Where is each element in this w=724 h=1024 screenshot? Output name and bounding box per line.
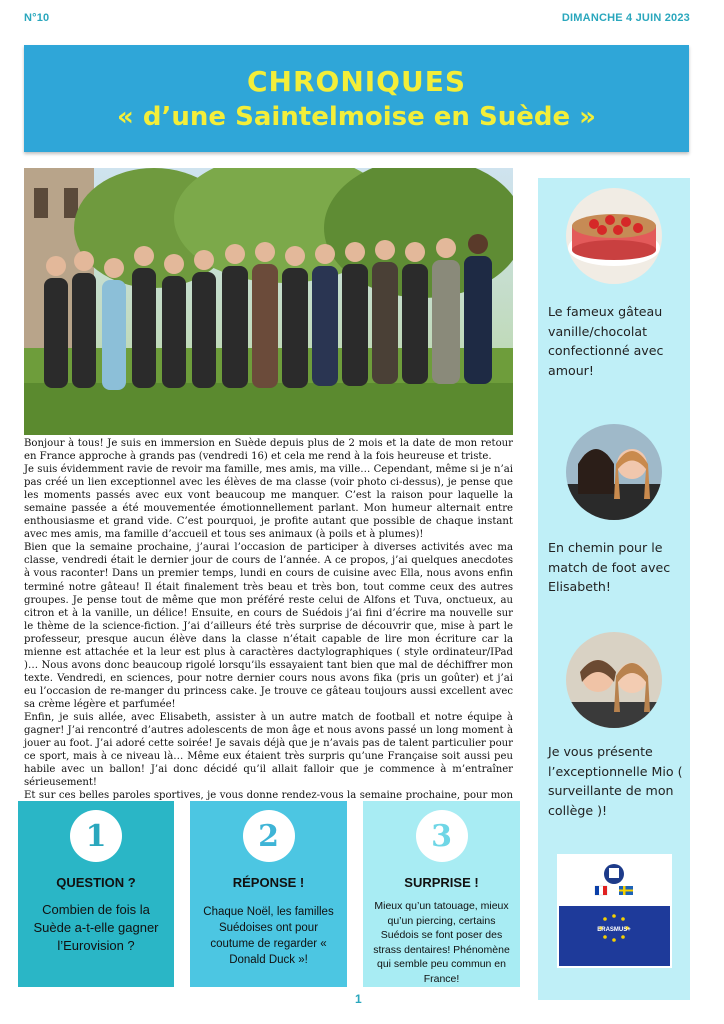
sidebar-caption: En chemin pour le match de foot avec Elisabeth! xyxy=(548,540,671,594)
box-text: Chaque Noël, les familles Suédoises ont pour coutume de regarder « Donald Duck »! xyxy=(203,906,334,966)
surprise-box xyxy=(363,801,520,987)
sidebar-caption: Je vous présente l’exceptionnelle Mio ( surveillante de mon collège )! xyxy=(548,744,683,818)
title-line-2: « d’une Saintelmoise en Suède » xyxy=(117,102,596,132)
box-heading: QUESTION ? xyxy=(56,875,136,890)
title-banner xyxy=(24,45,689,152)
article-paragraph: Et sur ces belles paroles sportives, je vous donne rendez-vous la semaine prochaine, pour mon xyxy=(24,790,513,802)
box-number-badge: 2 xyxy=(243,810,295,862)
class-group-photo xyxy=(24,168,513,435)
article-paragraph: Bien que la semaine prochaine, j’aurai l’occasion de participer à diverses activités avec ma classe, vendredi était le dernier jour de cours de l’année. A ce propos, j’ai quelques anecdotes à vous raconter! Dans un premier temps, lundi en cours de cuisine avec Ella, nous avons enfin terminé notre gâteau! Il était finalement très beau et très bon, tout comme ceux des autres groupes. Je pense tout de même que mon préféré reste celui de Alfons et Tuva, onctueux, au citron et à la vanille, un délice! Ensuite, en cours de Suédois j’ai fini d’écrire ma nouvelle sur le thème de la science-fiction. J’ai d’ailleurs été très surprise de découvrir que, mise à part le professeur, presque aucun élève dans la classe n’était capable de lire mon écriture car la mienne est attachée et la leur est plus à caractères dactylographiques ( style ordinateur/IPad )… Nous avons donc beaucoup rigolé lorsqu’ils essayaient tant bien que mal de déchiffrer mon texte. Vendredi, en sciences, pour notre dernier cours nous avons fika (pris un goûter) et j’ai eu l’occasion de re-manger du princess cake. Je trouve ce gâteau toujours aussi excellent avec sa crème légère et parfumée! xyxy=(24,542,513,710)
issue-number: N°10 xyxy=(24,12,50,24)
mio-photo xyxy=(566,632,662,728)
article-paragraph: Bonjour à tous! Je suis en immersion en Suède depuis plus de 2 mois et la date de mon retour en France approche à grands pas (vendredi 16) et cela me rend à la fois heureuse et triste. xyxy=(24,438,513,463)
box-heading: RÉPONSE ! xyxy=(232,875,305,890)
article-paragraph: Je suis évidemment ravie de revoir ma famille, mes amis, ma ville… Cependant, même si je n’ai pas créé un lien exceptionnel avec les élèves de ma classe (voir photo ci-dessus), je pense que les moments passés avec eux vont beaucoup me manquer. C’est la raison pour laquelle la semaine passée a été mouvementée émotionnellement parlant. Mon humeur alternait entre enthousiasme et grand vide. C’est pourquoi, je profite autant que possible de chaque instant avec mes amis, ma famille d’accueil et tous ses animaux (à poils et à plumes)! xyxy=(24,464,513,541)
answer-box xyxy=(190,801,347,987)
article-paragraph: Enfin, je suis allée, avec Elisabeth, assister à un autre match de football et notre équipe à gagner! J’ai rencontré d’autres adolescents de mon âge et nous avons passé un long moment à jouer au foot. J’ai adoré cette soirée! Je savais déjà que je n’avais pas de talent particulier pour ce sport, mais à ce niveau là… Même eux étaient très surpris qu’une Française soit aussi peu habile avec un ballon! J’ai donc décidé qu’il allait falloir que je commence à m’entraîner sérieusement! xyxy=(24,711,513,789)
cake-photo xyxy=(566,188,662,284)
title-line-1: CHRONIQUES xyxy=(246,65,467,98)
football-photo xyxy=(566,424,662,520)
article-body xyxy=(24,437,513,815)
box-heading: SURPRISE ! xyxy=(404,875,479,890)
question-box xyxy=(18,801,174,987)
erasmus-logo xyxy=(557,854,672,968)
box-number-badge: 3 xyxy=(416,810,468,862)
issue-date: DIMANCHE 4 JUIN 2023 xyxy=(561,12,690,24)
box-text: Mieux qu’un tatouage, mieux qu’un piercing, certains Suédois se font poser des strass dentaires! Phénomène qui semble peu commun en France! xyxy=(373,900,510,985)
box-number-badge: 1 xyxy=(70,810,122,862)
box-text: Combien de fois la Suède a-t-elle gagner l’Eurovision ? xyxy=(33,902,159,953)
sidebar-caption: Le fameux gâteau vanille/chocolat confectionné avec amour! xyxy=(548,304,664,378)
logo-text: ERASMUS+ xyxy=(597,927,631,933)
photo-sidebar xyxy=(538,178,690,1000)
page-number: 1 xyxy=(355,992,362,1006)
